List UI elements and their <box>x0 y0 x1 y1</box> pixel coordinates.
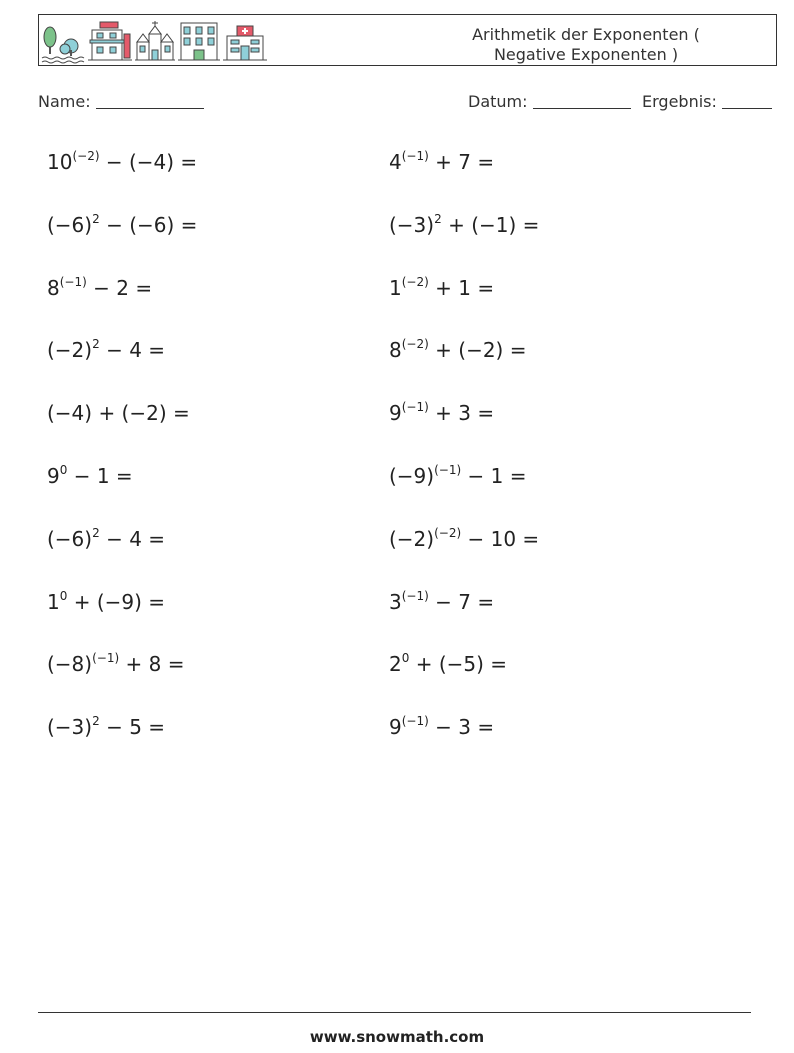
problem-12 <box>389 464 526 488</box>
problem-base: (−6) <box>47 526 93 551</box>
problem-rest: − 2 = <box>86 275 153 300</box>
problem-rest: + 1 = <box>428 275 495 300</box>
problem-exponent: (−1) <box>401 149 429 163</box>
problem-exponent: (−2) <box>401 337 429 352</box>
problem-base: (−2) <box>47 338 93 363</box>
problem-1 <box>47 150 197 174</box>
tree-icon <box>41 20 85 64</box>
problem-base: (−3) <box>47 715 93 740</box>
problem-exponent: 2 <box>92 714 100 729</box>
problem-rest: − 3 = <box>428 715 495 740</box>
problem-10 <box>389 401 494 425</box>
problem-15 <box>47 590 165 614</box>
problem-6 <box>389 276 494 300</box>
problem-exponent: (−1) <box>401 400 429 415</box>
problem-base: 9 <box>389 715 402 740</box>
problem-rest: − 4 = <box>99 526 166 551</box>
problem-base: 8 <box>47 275 60 300</box>
problem-exponent: (−1) <box>401 714 429 729</box>
problem-exponent: 2 <box>92 525 100 540</box>
problem-13 <box>47 527 165 551</box>
problem-exponent: (−1) <box>401 588 429 603</box>
problem-exponent: 0 <box>59 588 68 603</box>
problem-11 <box>47 464 133 488</box>
problem-exponent: (−1) <box>59 274 87 289</box>
name-field <box>38 92 204 111</box>
problem-exponent: (−1) <box>92 651 120 666</box>
problem-base: (−3) <box>389 212 435 237</box>
problem-base: (−4) + (−2) = <box>47 401 190 426</box>
problem-exponent: (−2) <box>401 274 429 289</box>
problem-7 <box>47 338 165 362</box>
house-icon <box>88 20 132 64</box>
problem-base: 9 <box>389 401 402 426</box>
problem-base: 1 <box>47 589 60 614</box>
problem-exponent: 0 <box>401 651 410 666</box>
problem-20 <box>389 715 494 739</box>
problem-8 <box>389 338 526 362</box>
problem-exponent: (−2) <box>72 149 100 163</box>
problem-17 <box>47 652 184 676</box>
problem-3 <box>47 213 197 237</box>
problem-rest: + 7 = <box>428 150 495 174</box>
problem-14 <box>389 527 539 551</box>
problem-rest: − (−6) = <box>99 212 198 237</box>
problem-base: (−9) <box>389 464 435 488</box>
footer-divider <box>38 1012 751 1013</box>
problem-exponent: 0 <box>59 463 68 477</box>
hospital-icon <box>223 20 267 64</box>
problem-18 <box>389 652 507 676</box>
header-icons <box>41 18 267 64</box>
worksheet-header <box>38 14 777 66</box>
problem-4 <box>389 213 539 237</box>
name-label: Name: <box>38 92 91 111</box>
date-blank[interactable] <box>533 94 631 109</box>
problem-rest: + 3 = <box>428 401 495 426</box>
problem-rest: + (−5) = <box>409 652 508 677</box>
problem-rest: − 10 = <box>461 526 540 551</box>
problem-19 <box>47 715 165 739</box>
problem-base: 10 <box>47 150 73 174</box>
problem-rest: + (−1) = <box>441 212 540 237</box>
problem-base: 4 <box>389 150 402 174</box>
problem-exponent: (−2) <box>434 525 462 540</box>
problem-base: (−2) <box>389 526 435 551</box>
problem-exponent: (−1) <box>434 463 462 477</box>
problem-9 <box>47 401 190 425</box>
church-icon <box>135 20 175 64</box>
problem-rest: + 8 = <box>119 652 185 677</box>
problem-base: (−6) <box>47 212 93 237</box>
problem-rest: + (−2) = <box>428 338 527 363</box>
problem-rest: − 1 = <box>67 464 133 488</box>
problem-16 <box>389 590 494 614</box>
problem-exponent: 2 <box>92 337 100 352</box>
problem-base: 9 <box>47 464 60 488</box>
problem-base: 2 <box>389 652 402 677</box>
problem-base: (−8) <box>47 652 93 677</box>
problem-rest: + (−9) = <box>67 589 166 614</box>
problem-exponent: 2 <box>434 211 442 226</box>
worksheet-title: Arithmetik der Exponenten ( Negative Exponenten ) <box>472 25 700 64</box>
problem-base: 1 <box>389 275 402 300</box>
office-building-icon <box>178 20 220 64</box>
problem-rest: − (−4) = <box>99 150 198 174</box>
problem-base: 8 <box>389 338 402 363</box>
result-field <box>642 92 772 111</box>
date-label: Datum: <box>468 92 528 111</box>
date-field <box>468 92 631 111</box>
problem-5 <box>47 276 152 300</box>
result-label: Ergebnis: <box>642 92 717 111</box>
footer-url: www.snowmath.com <box>309 1028 485 1046</box>
problem-rest: − 4 = <box>99 338 166 363</box>
problem-rest: − 1 = <box>461 464 527 488</box>
problem-base: 3 <box>389 589 402 614</box>
problem-exponent: 2 <box>92 211 100 226</box>
problem-rest: − 7 = <box>428 589 495 614</box>
name-blank[interactable] <box>96 94 204 109</box>
problem-2 <box>389 150 494 174</box>
problem-rest: − 5 = <box>99 715 166 740</box>
result-blank[interactable] <box>722 94 772 109</box>
